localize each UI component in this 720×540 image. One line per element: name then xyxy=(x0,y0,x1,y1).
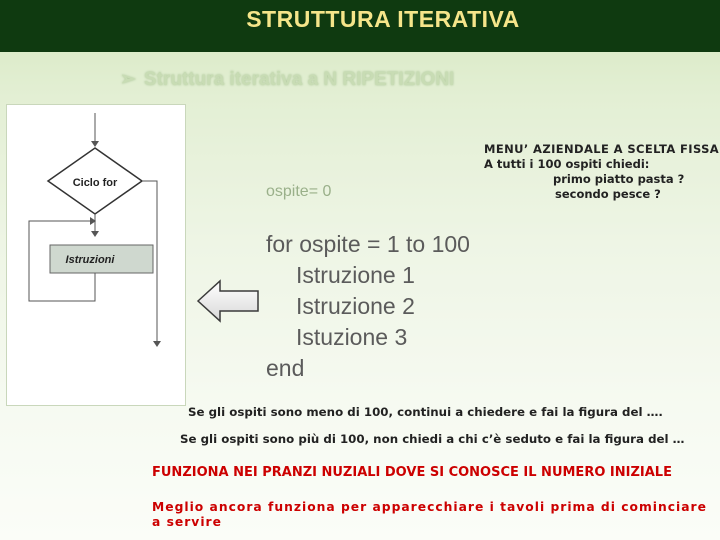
menu-heading: MENU’ AZIENDALE A SCELTA FISSA xyxy=(484,142,720,156)
flow-arrowhead-body xyxy=(91,231,99,237)
bullet-arrow-icon: ➢ xyxy=(120,69,136,90)
note-fewer-guests: Se gli ospiti sono meno di 100, continui a chiedere e fai la figura del …. xyxy=(188,405,663,419)
pseudocode-block xyxy=(266,229,470,384)
left-arrow-icon xyxy=(196,279,260,327)
code-line-istruzione-1: Istruzione 1 xyxy=(296,262,415,288)
flow-arrowhead-in xyxy=(91,141,99,147)
code-line-for: for ospite = 1 to 100 xyxy=(266,231,470,257)
code-line-istruzione-3: Istuzione 3 xyxy=(296,324,408,350)
note-more-guests: Se gli ospiti sono più di 100, non chiedi a chi c’è seduto e fai la figura del … xyxy=(180,432,685,446)
subtitle xyxy=(120,68,454,91)
init-statement: ospite= 0 xyxy=(266,183,332,200)
exit-arrowhead xyxy=(153,341,161,347)
subtitle-text: Struttura iterativa a N RIPETIZIONI xyxy=(143,69,455,90)
body-label: Istruzioni xyxy=(65,254,115,266)
flowchart-diagram xyxy=(7,105,185,405)
slide-title: STRUTTURA ITERATIVA xyxy=(246,6,520,32)
menu-line-1: A tutti i 100 ospiti chiedi: xyxy=(484,157,650,171)
conclusion-works: FUNZIONA NEI PRANZI NUZIALI DOVE SI CONOSCE IL NUMERO INIZIALE xyxy=(152,465,672,480)
title-bar xyxy=(0,0,720,52)
code-line-istruzione-2: Istruzione 2 xyxy=(296,293,415,319)
code-line-end: end xyxy=(266,355,305,381)
loop-label: Ciclo for xyxy=(72,177,118,189)
menu-line-3: secondo pesce ? xyxy=(555,187,661,201)
conclusion-better: Meglio ancora funziona per apparecchiare i tavoli prima di cominciare a servire xyxy=(152,500,707,529)
menu-description xyxy=(484,142,720,202)
flowchart-panel xyxy=(6,104,186,406)
menu-line-2: primo piatto pasta ? xyxy=(553,172,685,186)
